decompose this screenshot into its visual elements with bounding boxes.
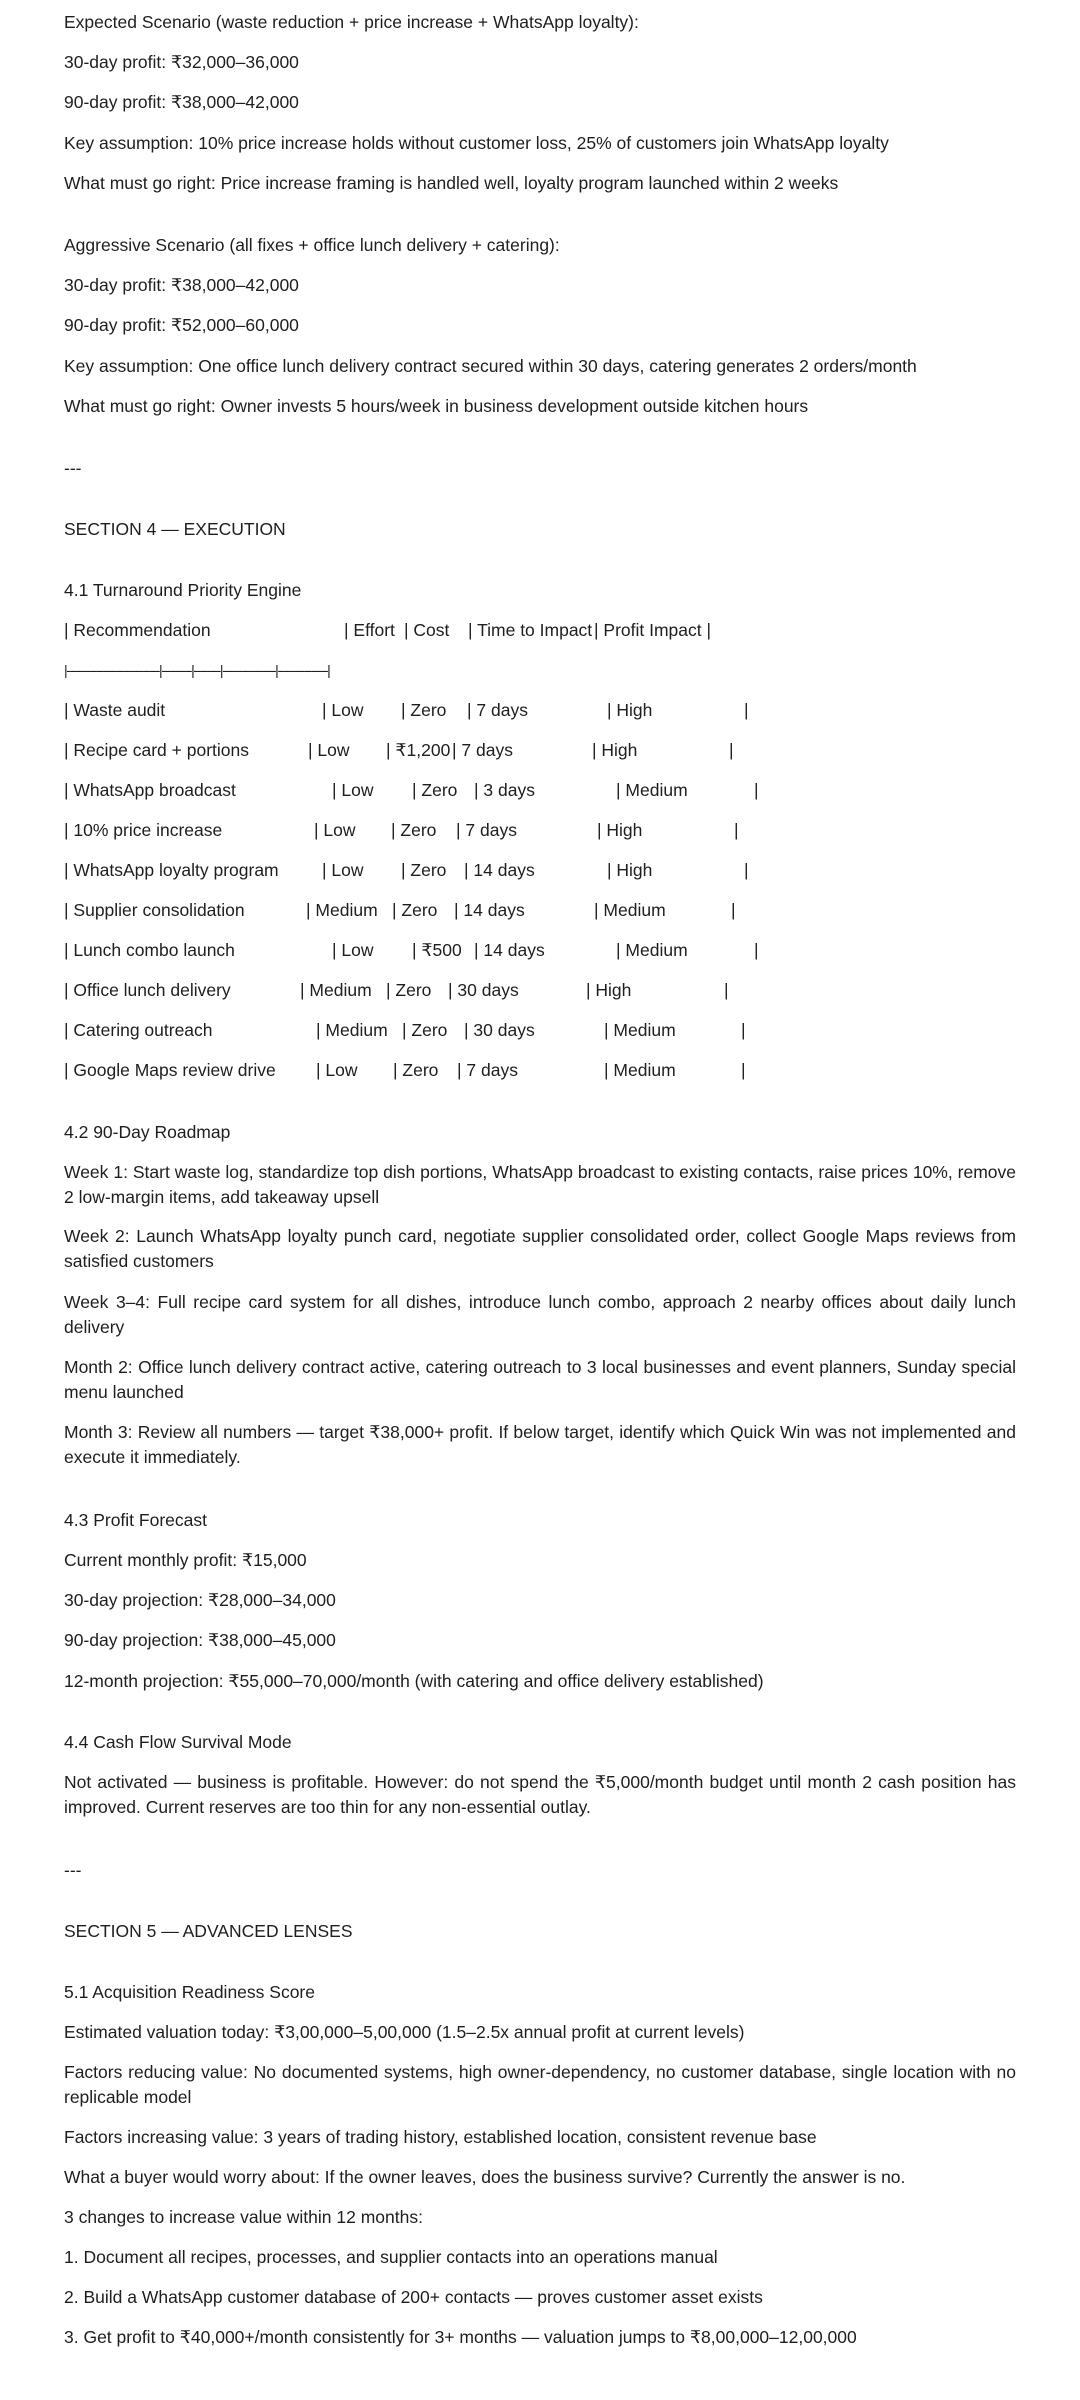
priority-engine-heading: 4.1 Turnaround Priority Engine (64, 580, 302, 600)
table-cell: | 7 days (467, 700, 528, 720)
table-cell: | Recipe card + portions (64, 740, 249, 760)
table-cell: | 7 days (452, 740, 513, 760)
valuation-text: Estimated valuation today: ₹3,00,000–5,00,000 (1.5–2.5x annual profit at current levels) (64, 2022, 745, 2042)
expected-scenario-heading: Expected Scenario (waste reduction + price increase + WhatsApp loyalty): (64, 12, 639, 32)
divider: --- (64, 1860, 82, 1880)
cash-flow-heading: 4.4 Cash Flow Survival Mode (64, 1732, 292, 1752)
roadmap-item: Month 2: Office lunch delivery contract active, catering outreach to 3 local businesses and event planners, Sunday special menu launched (64, 1357, 1016, 1402)
table-cell: | (729, 740, 734, 760)
table-cell: | Low (322, 700, 364, 720)
table-cell: | Waste audit (64, 700, 166, 720)
table-cell: | Zero (393, 1060, 439, 1080)
table-cell: | Medium (604, 1020, 676, 1040)
table-header-cell: | Effort (344, 620, 395, 640)
table-cell: | WhatsApp broadcast (64, 780, 236, 800)
table-header-cell: | Profit Impact | (594, 620, 712, 640)
table-cell: | Medium (300, 980, 372, 1000)
table-cell: | Low (314, 820, 356, 840)
table-cell: | Office lunch delivery (64, 980, 231, 1000)
table-cell: | Medium (316, 1020, 388, 1040)
table-cell: | Medium (616, 780, 688, 800)
forecast-item: Current monthly profit: ₹15,000 (64, 1550, 307, 1570)
table-cell: | Zero (401, 860, 447, 880)
table-cell: | Medium (604, 1060, 676, 1080)
table-cell: | Google Maps review drive (64, 1060, 276, 1080)
divider: --- (64, 458, 82, 478)
table-cell: | (741, 1060, 746, 1080)
table-cell: | Catering outreach (64, 1020, 213, 1040)
table-header-row (64, 618, 712, 643)
section-5-title: SECTION 5 — ADVANCED LENSES (64, 1921, 353, 1941)
table-cell: | High (607, 860, 653, 880)
table-cell: | (754, 940, 759, 960)
changes-heading: 3 changes to increase value within 12 months: (64, 2207, 423, 2227)
table-cell: | High (586, 980, 632, 1000)
table-cell: | Medium (616, 940, 688, 960)
forecast-item: 12-month projection: ₹55,000–70,000/month (with catering and office delivery established) (64, 1671, 764, 1691)
change-item: 2. Build a WhatsApp customer database of 200+ contacts — proves customer asset exists (64, 2287, 763, 2307)
expected-30-day-profit: 30-day profit: ₹32,000–36,000 (64, 52, 299, 72)
acquisition-readiness-heading: 5.1 Acquisition Readiness Score (64, 1982, 315, 2002)
table-cell: | Zero (402, 1020, 448, 1040)
roadmap-item: Week 2: Launch WhatsApp loyalty punch card, negotiate supplier consolidated order, collect Google Maps reviews from satisfied customers (64, 1226, 1016, 1271)
table-cell: | 30 days (464, 1020, 535, 1040)
table-cell: | Low (322, 860, 364, 880)
table-cell: | (741, 1020, 746, 1040)
roadmap-item: Week 1: Start waste log, standardize top dish portions, WhatsApp broadcast to existing contacts, raise prices 10%, remove 2 low-margin items, add takeaway upsell (64, 1162, 1016, 1207)
table-cell: | Low (316, 1060, 358, 1080)
table-cell: | Zero (412, 780, 458, 800)
table-cell: | ₹1,200 (386, 740, 451, 760)
table-cell: | 3 days (474, 780, 535, 800)
table-cell: | High (592, 740, 638, 760)
table-cell: | 7 days (456, 820, 517, 840)
table-cell: | 14 days (474, 940, 545, 960)
table-separator-row: |----------------------------|---------|--------|----------------|---------------| (64, 662, 330, 678)
factors-increasing-text: Factors increasing value: 3 years of trading history, established location, consistent revenue base (64, 2127, 817, 2147)
table-cell: | Zero (391, 820, 437, 840)
change-item: 3. Get profit to ₹40,000+/month consistently for 3+ months — valuation jumps to ₹8,00,000–12,00,000 (64, 2327, 857, 2347)
table-cell: | ₹500 (412, 940, 462, 960)
table-cell: | Medium (594, 900, 666, 920)
table-cell: | 7 days (457, 1060, 518, 1080)
table-cell: | 10% price increase (64, 820, 223, 840)
table-cell: | 14 days (464, 860, 535, 880)
aggressive-90-day-profit: 90-day profit: ₹52,000–60,000 (64, 315, 299, 335)
change-item: 1. Document all recipes, processes, and supplier contacts into an operations manual (64, 2247, 718, 2267)
aggressive-30-day-profit: 30-day profit: ₹38,000–42,000 (64, 275, 299, 295)
table-header-cell: | Recommendation (64, 620, 211, 640)
table-cell: | (734, 820, 739, 840)
table-cell: | WhatsApp loyalty program (64, 860, 279, 880)
aggressive-must-go-right: What must go right: Owner invests 5 hours/week in business development outside kitchen hours (64, 396, 809, 416)
expected-key-assumption: Key assumption: 10% price increase holds without customer loss, 25% of customers join WhatsApp loyalty (64, 133, 889, 153)
table-cell: | High (607, 700, 653, 720)
aggressive-key-assumption: Key assumption: One office lunch delivery contract secured within 30 days, catering generates 2 orders/month (64, 356, 917, 376)
roadmap-item: Month 3: Review all numbers — target ₹38,000+ profit. If below target, identify which Quick Win was not implemented and execute it immediately. (64, 1422, 1016, 1467)
table-cell: | Lunch combo launch (64, 940, 235, 960)
table-cell: | 14 days (454, 900, 525, 920)
aggressive-scenario-heading: Aggressive Scenario (all fixes + office lunch delivery + catering): (64, 235, 560, 255)
forecast-item: 90-day projection: ₹38,000–45,000 (64, 1630, 336, 1650)
cash-flow-text: Not activated — business is profitable. However: do not spend the ₹5,000/month budget until month 2 cash position has improved. Current reserves are too thin for any non-essential outlay. (64, 1772, 1016, 1817)
roadmap-item: Week 3–4: Full recipe card system for all dishes, introduce lunch combo, approach 2 nearby offices about daily lunch delivery (64, 1292, 1016, 1337)
table-cell: | Supplier consolidation (64, 900, 245, 920)
table-cell: | (724, 980, 729, 1000)
table-cell: | (731, 900, 736, 920)
table-header-cell: | Cost (404, 620, 450, 640)
table-cell: | Zero (401, 700, 447, 720)
section-4-title: SECTION 4 — EXECUTION (64, 519, 286, 539)
roadmap-heading: 4.2 90-Day Roadmap (64, 1122, 231, 1142)
table-cell: | Low (332, 940, 374, 960)
table-cell: | Low (332, 780, 374, 800)
table-cell: | Zero (386, 980, 432, 1000)
table-cell: | Medium (306, 900, 378, 920)
table-cell: | High (597, 820, 643, 840)
buyer-worry-text: What a buyer would worry about: If the owner leaves, does the business survive? Currently the answer is no. (64, 2167, 906, 2187)
factors-reducing-text: Factors reducing value: No documented systems, high owner-dependency, no customer database, single location with no replicable model (64, 2062, 1016, 2107)
table-cell: | Low (308, 740, 350, 760)
table-cell: | 30 days (448, 980, 519, 1000)
expected-must-go-right: What must go right: Price increase framing is handled well, loyalty program launched within 2 weeks (64, 173, 839, 193)
table-cell: | (744, 700, 749, 720)
table-cell: | Zero (392, 900, 438, 920)
expected-90-day-profit: 90-day profit: ₹38,000–42,000 (64, 92, 299, 112)
profit-forecast-heading: 4.3 Profit Forecast (64, 1510, 207, 1530)
table-header-cell: | Time to Impact (468, 620, 593, 640)
table-cell: | (754, 780, 759, 800)
table-cell: | (744, 860, 749, 880)
forecast-item: 30-day projection: ₹28,000–34,000 (64, 1590, 336, 1610)
